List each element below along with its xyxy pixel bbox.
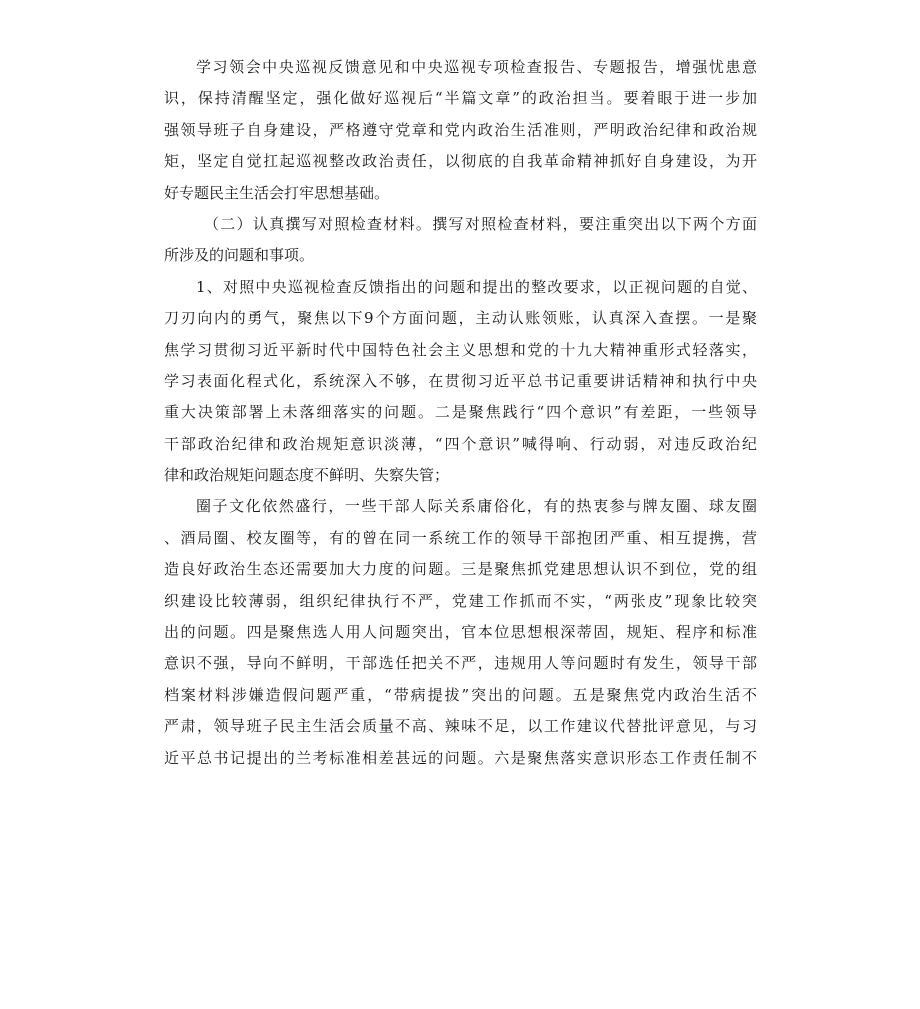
text-line: 刀刃向内的勇气，聚焦以下9个方面问题，主动认账领账，认真深入查摆。一是聚 bbox=[164, 309, 757, 328]
text-line: 严肃，领导班子民主生活会质量不高、辣味不足，以工作建议代替批评意见，与习 bbox=[164, 717, 757, 736]
text-line: （二）认真撰写对照检查材料。撰写对照检查材料，要注重突出以下两个方面 bbox=[204, 214, 757, 233]
text-line: 、酒局圈、校友圈等，有的曾在同一系统工作的领导干部抱团严重、相互提携，营 bbox=[164, 528, 757, 547]
text-line: 焦学习贯彻习近平新时代中国特色社会主义思想和党的十九大精神重形式轻落实， bbox=[164, 340, 757, 359]
text-line: 学习领会中央巡视反馈意见和中央巡视专项检查报告、专题报告，增强忧患意 bbox=[196, 58, 757, 76]
document-body bbox=[164, 52, 757, 774]
text-line: 所涉及的问题和事项。 bbox=[164, 246, 315, 265]
text-line: 档案材料涉嫌造假问题严重，“带病提拔”突出的问题。五是聚焦党内政治生活不 bbox=[164, 685, 757, 704]
text-line: 重大决策部署上未落细落实的问题。二是聚焦践行“四个意识”有差距，一些领导 bbox=[164, 403, 757, 422]
paragraph-circle-culture bbox=[164, 491, 757, 774]
text-line: 圈子文化依然盛行，一些干部人际关系庸俗化，有的热衷参与牌友圈、球友圈 bbox=[196, 497, 757, 516]
text-line: 律和政治规矩问题态度不鲜明、失察失管； bbox=[164, 466, 450, 485]
text-line: 干部政治纪律和政治规矩意识淡薄，“四个意识”喊得响、行动弱，对违反政治纪 bbox=[164, 434, 757, 453]
text-line: 造良好政治生态还需要加大力度的问题。三是聚焦抓党建思想认识不到位，党的组 bbox=[164, 560, 757, 579]
text-line: 好专题民主生活会打牢思想基础。 bbox=[164, 183, 390, 202]
text-line: 矩，坚定自觉扛起巡视整改政治责任，以彻底的自我革命精神抓好自身建设，为开 bbox=[164, 152, 757, 171]
paragraph-section-2 bbox=[164, 209, 757, 272]
paragraph-study bbox=[164, 52, 757, 209]
text-line: 学习表面化程式化，系统深入不够，在贯彻习近平总书记重要讲话精神和执行中央 bbox=[164, 371, 757, 390]
text-line: 近平总书记提出的兰考标准相差甚远的问题。六是聚焦落实意识形态工作责任制不 bbox=[164, 748, 757, 767]
text-line: 出的问题。四是聚焦选人用人问题突出，官本位思想根深蒂固，规矩、程序和标准 bbox=[164, 623, 757, 642]
text-line: 织建设比较薄弱，组织纪律执行不严，党建工作抓而不实，“两张皮”现象比较突 bbox=[164, 591, 757, 610]
text-line: 识，保持清醒坚定，强化做好巡视后“半篇文章”的政治担当。要着眼于进一步加 bbox=[164, 89, 757, 108]
text-line: 强领导班子自身建设，严格遵守党章和党内政治生活准则，严明政治纪律和政治规 bbox=[164, 120, 757, 139]
text-line: 1、对照中央巡视检查反馈指出的问题和提出的整改要求，以正视问题的自觉、 bbox=[196, 277, 757, 296]
text-line: 意识不强，导向不鲜明，干部选任把关不严，违规用人等问题时有发生，领导干部 bbox=[164, 654, 757, 673]
paragraph-item-1 bbox=[164, 272, 757, 492]
